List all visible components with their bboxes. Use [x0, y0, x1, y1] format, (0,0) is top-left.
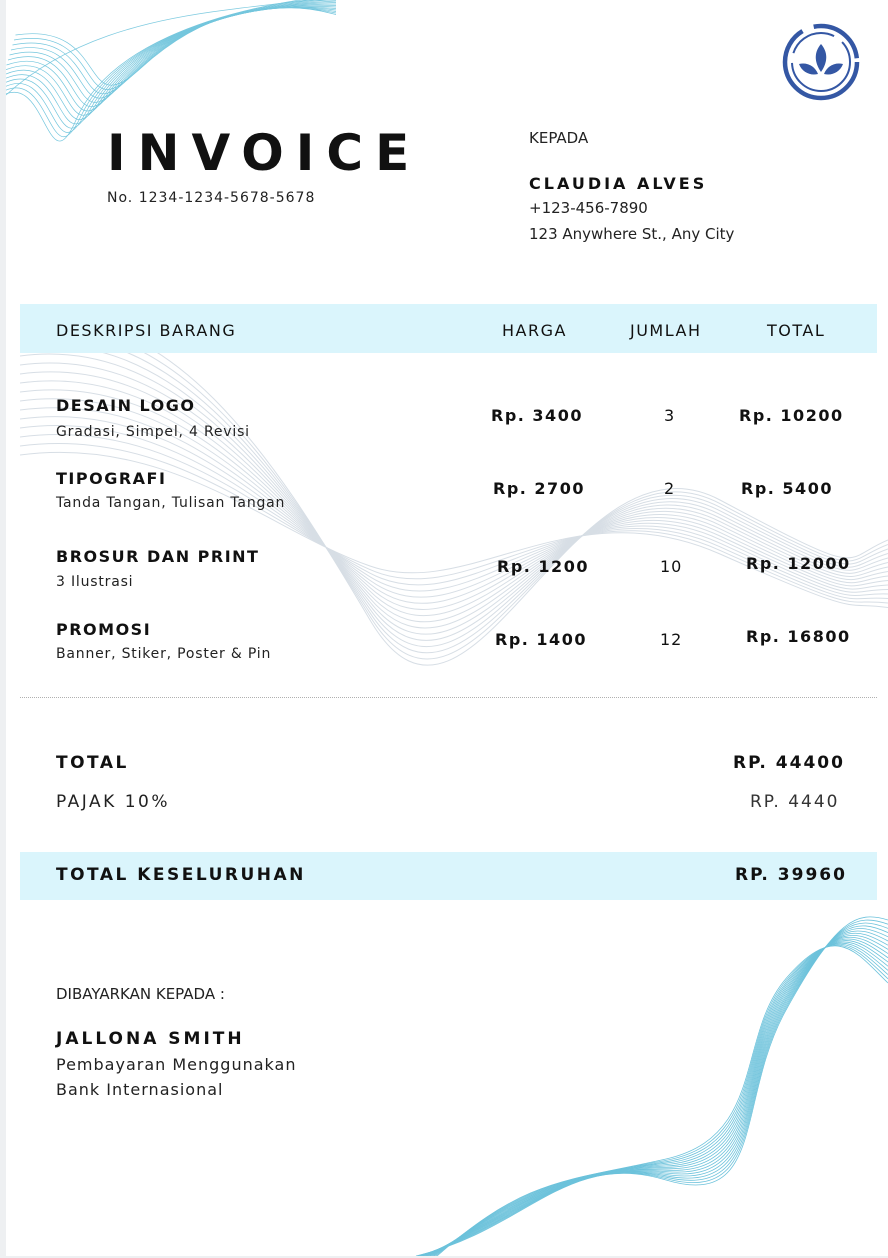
grand-total-label: TOTAL KESELURUHAN — [56, 865, 306, 885]
invoice-number: No. 1234-1234-5678-5678 — [107, 190, 316, 206]
table-divider — [20, 697, 877, 698]
recipient-label: KEPADA — [529, 129, 589, 147]
wave-line — [6, 0, 336, 128]
grand-total-value: RP. 39960 — [735, 865, 847, 885]
item-name: DESAIN LOGO — [56, 396, 196, 415]
item-name: PROMOSI — [56, 620, 152, 639]
item-total: Rp. 10200 — [739, 406, 844, 425]
item-price: Rp. 1400 — [495, 630, 587, 649]
item-name: TIPOGRAFI — [56, 469, 167, 488]
wave-line — [437, 946, 888, 1256]
wave-line — [10, 7, 337, 102]
recipient-address: 123 Anywhere St., Any City — [529, 225, 735, 243]
leaf-logo-icon — [780, 20, 862, 104]
tax-value: RP. 4440 — [750, 792, 840, 812]
wave-line — [430, 941, 888, 1256]
item-description: Banner, Stiker, Poster & Pin — [56, 646, 272, 662]
wave-line — [11, 8, 336, 99]
wave-line — [420, 926, 888, 1256]
item-description: 3 Ilustrasi — [56, 574, 134, 590]
item-quantity: 10 — [660, 557, 683, 576]
item-name: BROSUR DAN PRINT — [56, 547, 260, 566]
wave-line — [13, 8, 337, 94]
header-description: DESKRIPSI BARANG — [56, 321, 237, 340]
total-label: TOTAL — [56, 753, 129, 773]
wave-line — [427, 937, 888, 1256]
item-price: Rp. 3400 — [491, 406, 583, 425]
wave-line — [423, 931, 888, 1256]
wave-decoration-bottom — [406, 900, 888, 1256]
payment-method-line2: Bank Internasional — [56, 1080, 224, 1099]
wave-line — [431, 942, 888, 1256]
wave-line — [16, 7, 337, 85]
item-description: Tanda Tangan, Tulisan Tangan — [56, 495, 286, 511]
item-description: Gradasi, Simpel, 4 Revisi — [56, 424, 250, 440]
wave-line — [6, 1, 336, 124]
wave-line — [8, 6, 336, 106]
wave-line — [422, 928, 888, 1256]
item-price: Rp. 1200 — [497, 557, 589, 576]
wave-line — [20, 443, 888, 603]
wave-line — [434, 944, 888, 1256]
recipient-name: CLAUDIA ALVES — [529, 174, 708, 193]
invoice-title: INVOICE — [107, 124, 422, 182]
header-quantity: JUMLAH — [630, 321, 702, 340]
wave-line — [419, 923, 888, 1256]
item-quantity: 3 — [664, 406, 676, 425]
wave-line — [433, 943, 888, 1256]
tax-label: PAJAK 10% — [56, 792, 170, 812]
item-total: Rp. 5400 — [741, 479, 833, 498]
payee-name: JALLONA SMITH — [56, 1029, 245, 1049]
payment-method-line1: Pembayaran Menggunakan — [56, 1055, 297, 1074]
wave-line — [426, 935, 888, 1256]
wave-decoration-middle — [20, 300, 888, 760]
wave-line — [6, 4, 336, 115]
header-price: HARGA — [502, 321, 567, 340]
payment-label: DIBAYARKAN KEPADA : — [56, 985, 225, 1003]
wave-line — [6, 0, 336, 141]
wave-line — [436, 945, 888, 1256]
item-total: Rp. 12000 — [746, 554, 851, 573]
wave-line — [6, 3, 336, 120]
wave-line — [14, 8, 336, 90]
item-quantity: 12 — [660, 630, 683, 649]
header-total: TOTAL — [767, 321, 826, 340]
wave-line — [6, 0, 336, 137]
item-quantity: 2 — [664, 479, 676, 498]
wave-line — [424, 933, 888, 1256]
wave-line — [20, 434, 888, 598]
total-value: RP. 44400 — [733, 753, 845, 773]
item-price: Rp. 2700 — [493, 479, 585, 498]
wave-line — [416, 917, 888, 1256]
wave-line — [417, 920, 888, 1256]
invoice-page — [6, 0, 888, 1256]
item-total: Rp. 16800 — [746, 627, 851, 646]
wave-line — [6, 0, 336, 133]
wave-line — [429, 939, 888, 1256]
recipient-phone: +123-456-7890 — [529, 199, 648, 217]
wave-line — [7, 5, 337, 111]
